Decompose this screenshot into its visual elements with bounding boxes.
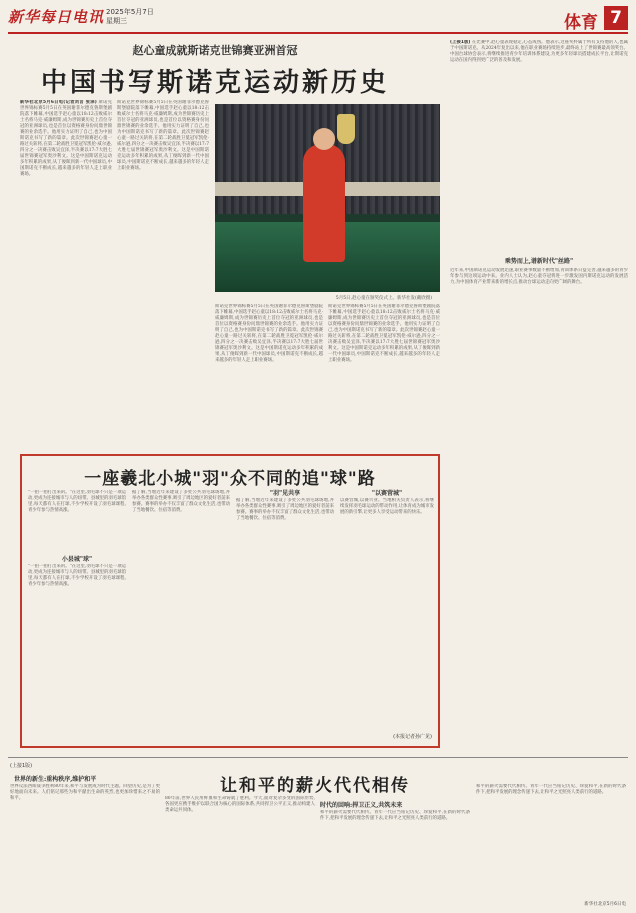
lead-kicker: 赵心童成就斯诺克世锦赛亚洲首冠	[132, 44, 298, 57]
bottom-body-2: 80年前,世界人民用鲜血和生命铸就了胜利。今天,面对复杂多变的国际形势,各国更应携手维护以联合国为核心的国际体系,共同捍卫公平正义,推动构建人类命运共同体。	[165, 796, 315, 813]
photo-caption: 5月5日,赵心童在颁奖仪式上。新华社发(戴欣摄)	[335, 296, 432, 301]
page-number: 7	[604, 6, 628, 30]
featured-column-1b	[28, 564, 126, 740]
featured-column-2	[132, 490, 230, 740]
bottom-column-2	[165, 796, 315, 906]
bottom-source: 新华社北京5月6日电	[584, 902, 626, 907]
featured-article-box	[20, 454, 440, 748]
lead-body-cont: 斯诺克世界锦标赛5月5日在英国谢菲尔德克鲁斯堡剧院落下帷幕,中国选手赵心童以18:12击败威尔士名将马克·威廉姆斯,成为世锦赛历史上首位夺冠的亚洲球员,也是首位以资格赛身份问鼎世锦赛的业余选手。他用实力证明了自己,也为中国斯诺克书写了新的篇章。此次世锦赛赵心童一路过关斩将,在第二轮战胜卫冕冠军凯伦·威尔逊,四分之一决赛击败吴宜泽,半决赛以17:7大胜七届世锦赛冠军奥沙利文。这是中国斯诺克运动多年积累的成果,从丁俊晖到新一代中国球员,中国斯诺克不断成长,越来越多的年轻人走上职业赛场。	[117, 100, 209, 171]
issue-date	[106, 8, 154, 26]
featured-body-1b: "一拍一拍打出来的。"在这里,羽毛球不只是一项运动,更成为连接城市与人的纽带。县城里的羽毛球馆里,每天都有人在打球,不少学校开设了羽毛球课程,青少年参与热情高涨。	[28, 564, 126, 587]
lead-column-1	[20, 100, 112, 448]
featured-author: (本报记者孙广见)	[393, 734, 432, 740]
lead-body-cont-3: 斯诺克世界锦标赛5月5日在英国谢菲尔德克鲁斯堡剧院落下帷幕,中国选手赵心童以18:12击败威尔士名将马克·威廉姆斯,成为世锦赛历史上首位夺冠的亚洲球员,也是首位以资格赛身份问鼎世锦赛的业余选手。他用实力证明了自己,也为中国斯诺克书写了新的篇章。此次世锦赛赵心童一路过关斩将,在第二轮战胜卫冕冠军凯伦·威尔逊,四分之一决赛击败吴宜泽,半决赛以17:7大胜七届世锦赛冠军奥沙利文。这是中国斯诺克运动多年积累的成果,从丁俊晖到新一代中国球员,中国斯诺克不断成长,越来越多的年轻人走上职业赛场。	[328, 304, 440, 363]
featured-body-1: "一拍一拍打出来的。"在这里,羽毛球不只是一项运动,更成为连接城市与人的纽带。县城里的羽毛球馆里,每天都有人在打球,不少学校开设了羽毛球课程,青少年参与热情高涨。	[28, 490, 126, 513]
featured-subhead-2: "羽"见共享	[269, 490, 301, 497]
featured-title: 一座羲北小城"羽"众不同的追"球"路	[84, 469, 376, 489]
bottom-subhead-2: 时代的回响:捍卫正义,共筑未来	[320, 802, 403, 809]
right-column-top	[450, 40, 628, 250]
lead-column-2	[117, 100, 209, 448]
featured-subhead-1: 小县城"球"	[61, 556, 93, 563]
lead-body: 斯诺克世界锦标赛5月5日在英国谢菲尔德克鲁斯堡剧院落下帷幕,中国选手赵心童以18:12击败威尔士名将马克·威廉姆斯,成为世锦赛历史上首位夺冠的亚洲球员,也是首位以资格赛身份问鼎世锦赛的业余选手。他用实力证明了自己,也为中国斯诺克书写了新的篇章。此次世锦赛赵心童一路过关斩将,在第二轮战胜卫冕冠军凯伦·威尔逊,四分之一决赛击败吴宜泽,半决赛以17:7大胜七届世锦赛冠军奥沙利文。这是中国斯诺克运动多年积累的成果,从丁俊晖到新一代中国球员,中国斯诺克不断成长,越来越多的年轻人走上职业赛场。	[20, 100, 112, 177]
right-column-bottom	[450, 268, 628, 748]
featured-body-2b: 据了解,当地近年来建设了多处公共羽毛球场地,并举办各类群众性赛事,吸引了周边地区的爱好者前来参赛。赛事的举办不仅丰富了群众文化生活,也带动了当地餐饮、住宿等消费。	[236, 498, 334, 521]
newspaper-logo: 新华每日电讯	[8, 8, 105, 26]
bottom-column-3	[320, 810, 470, 906]
bottom-lead-in: (上接1版)	[10, 763, 33, 769]
featured-column-4	[340, 498, 434, 728]
featured-body-3: 以赛营城,以赛兴业。当地相关负责人表示,将继续发挥羽毛球运动的带动作用,让体育成为城市发展的新引擎,让更多人享受运动带来的快乐。	[340, 498, 434, 515]
featured-subhead-3: "以赛营城"	[371, 490, 403, 497]
bottom-body-1: 世界反法西斯战争胜利80年来,和平与发展成为时代主题。回望历史,是为了更好地面向未来。人们铭记那些为和平献出生命的英烈,也更加珍惜来之不易的和平。	[10, 784, 160, 801]
lead-dateline: 新华社北京5月6日电(记者刘言 张泽)	[20, 100, 97, 105]
trophy-icon	[337, 114, 355, 144]
right-subhead: 乘势而上,谱新时代"丝路"	[504, 258, 574, 265]
lead-column-3	[215, 304, 323, 448]
right-body-2: 近年来,中国斯诺克运动发展迅速,职业赛事数量不断增加,青训体系日益完善,越来越多的青少年参与到这项运动中来。业内人士认为,赵心童夺冠将进一步激发国内斯诺克运动的发展活力,为中国体育产业带来新的增长点,推动台球运动走向更广阔的舞台。	[450, 268, 628, 285]
lead-headline: 中国书写斯诺克运动新历史	[40, 68, 389, 98]
featured-column-3	[236, 498, 334, 740]
lead-body-cont-2: 斯诺克世界锦标赛5月5日在英国谢菲尔德克鲁斯堡剧院落下帷幕,中国选手赵心童以18:12击败威尔士名将马克·威廉姆斯,成为世锦赛历史上首位夺冠的亚洲球员,也是首位以资格赛身份问鼎世锦赛的业余选手。他用实力证明了自己,也为中国斯诺克书写了新的篇章。此次世锦赛赵心童一路过关斩将,在第二轮战胜卫冕冠军凯伦·威尔逊,四分之一决赛击败吴宜泽,半决赛以17:7大胜七届世锦赛冠军奥沙利文。这是中国斯诺克运动多年积累的成果,从丁俊晖到新一代中国球员,中国斯诺克不断成长,越来越多的年轻人走上职业赛场。	[215, 304, 323, 363]
bottom-column-4	[476, 784, 626, 898]
photo-player-head	[313, 128, 335, 150]
bottom-column-1	[10, 784, 160, 906]
bottom-title: 让和平的薪火代代相传	[220, 776, 410, 796]
section-label: 体育	[564, 13, 598, 33]
photo-player	[303, 144, 345, 262]
lead-column-4	[328, 304, 440, 448]
lead-photo	[215, 104, 440, 292]
issue-weekday: 星期三	[106, 17, 127, 25]
right-body-1: 在比赛中,赵心童表现稳定,心态成熟。他表示,这座奖杯属于所有支持他的人,也属于中国斯诺克。从2024年复出以来,他在职业赛场持续进步,最终站上了世锦赛最高领奖台。中国台球协会表示,将继续推进青少年培训体系建设,为更多年轻球员搭建成长平台,让斯诺克运动在国内得到更广泛的普及和发展。	[450, 40, 628, 63]
bottom-body-3: 和平的薪火需要代代相传。青年一代应当铭记历史、珍爱和平,在新的时代条件下,把和平发展的理念传递下去,让和平之光照亮人类前行的道路。	[320, 810, 470, 821]
featured-column-1a	[28, 490, 126, 550]
bottom-body-3b: 和平的薪火需要代代相传。青年一代应当铭记历史、珍爱和平,在新的时代条件下,把和平发展的理念传递下去,让和平之光照亮人类前行的道路。	[476, 784, 626, 795]
issue-date-text: 2025年5月7日	[106, 8, 154, 16]
featured-body-2: 据了解,当地近年来建设了多处公共羽毛球场地,并举办各类群众性赛事,吸引了周边地区的爱好者前来参赛。赛事的举办不仅丰富了群众文化生活,也带动了当地餐饮、住宿等消费。	[132, 490, 230, 513]
right-lead-in: (上接1版)	[450, 40, 471, 45]
section-divider	[8, 757, 628, 758]
bottom-subhead-1: 世界的新生:重构秩序,维护和平	[14, 776, 97, 783]
masthead	[8, 4, 628, 34]
